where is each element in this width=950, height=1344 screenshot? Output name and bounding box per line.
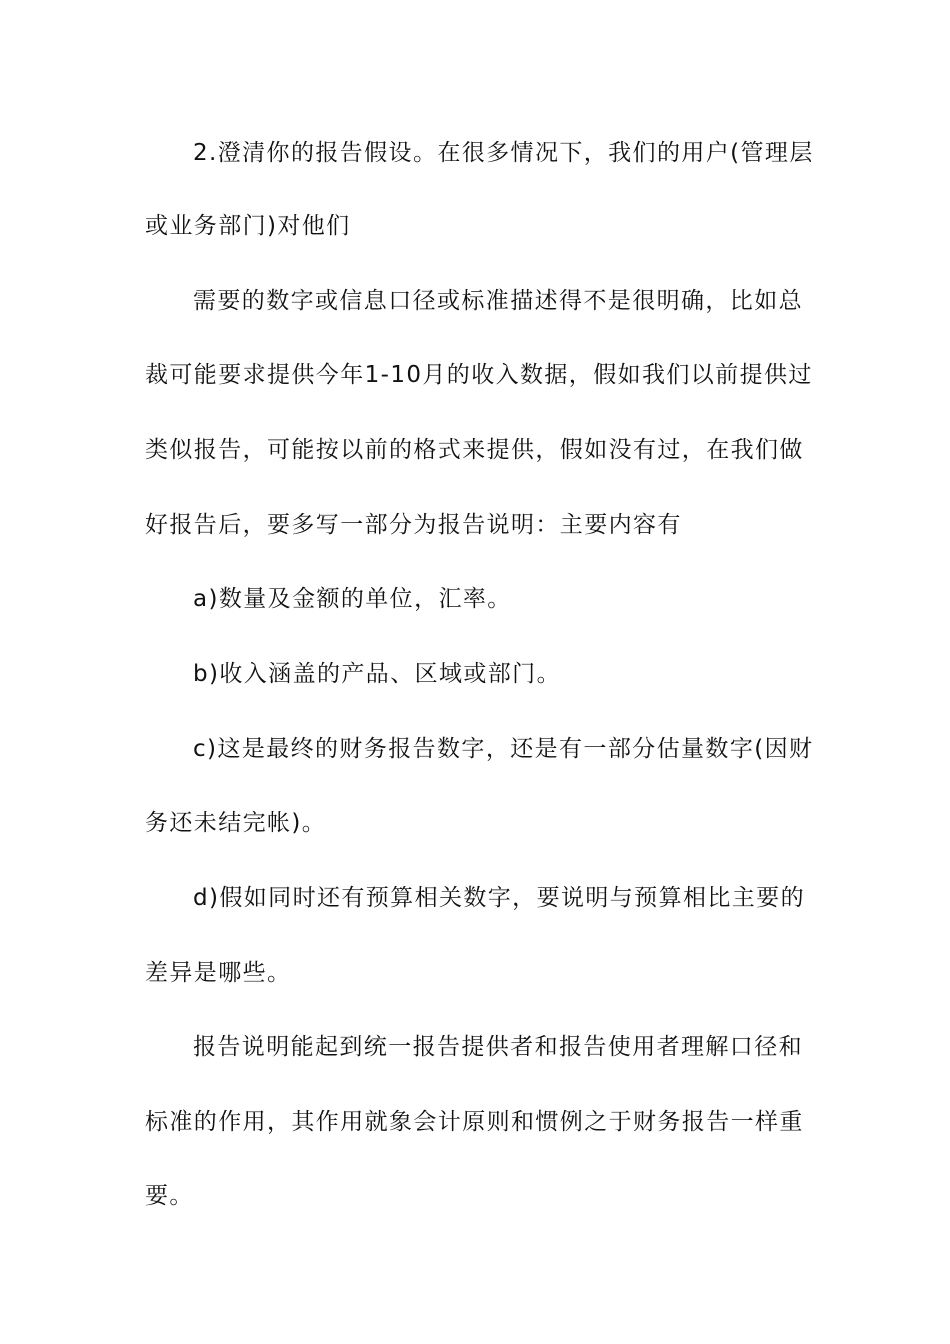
list-item-c: c)这是最终的财务报告数字，还是有一部分估量数字(因财 — [193, 736, 814, 762]
paragraph-line: 需要的数字或信息口径或标准描述得不是很明确，比如总 — [193, 288, 803, 314]
paragraph-line: 2.澄清你的报告假设。在很多情况下，我们的用户(管理层 — [193, 140, 814, 166]
paragraph-line: 类似报告，可能按以前的格式来提供，假如没有过，在我们做 — [145, 437, 804, 463]
paragraph-line: 要。 — [145, 1183, 194, 1209]
paragraph-line: 报告说明能起到统一报告提供者和报告使用者理解口径和 — [193, 1034, 803, 1060]
paragraph-line: 好报告后，要多写一部分为报告说明：主要内容有 — [145, 512, 682, 538]
list-item-d-continued: 差异是哪些。 — [145, 960, 292, 986]
paragraph-line: 标准的作用，其作用就象会计原则和惯例之于财务报告一样重 — [145, 1109, 804, 1135]
paragraph-line: 或业务部门)对他们 — [145, 213, 351, 239]
list-item-b: b)收入涵盖的产品、区域或部门。 — [193, 661, 561, 687]
paragraph-line: 裁可能要求提供今年1-10月的收入数据，假如我们以前提供过 — [145, 362, 813, 388]
list-item-c-continued: 务还未结完帐)。 — [145, 810, 327, 836]
list-item-a: a)数量及金额的单位，汇率。 — [193, 586, 512, 612]
list-item-d: d)假如同时还有预算相关数字，要说明与预算相比主要的 — [193, 885, 805, 911]
